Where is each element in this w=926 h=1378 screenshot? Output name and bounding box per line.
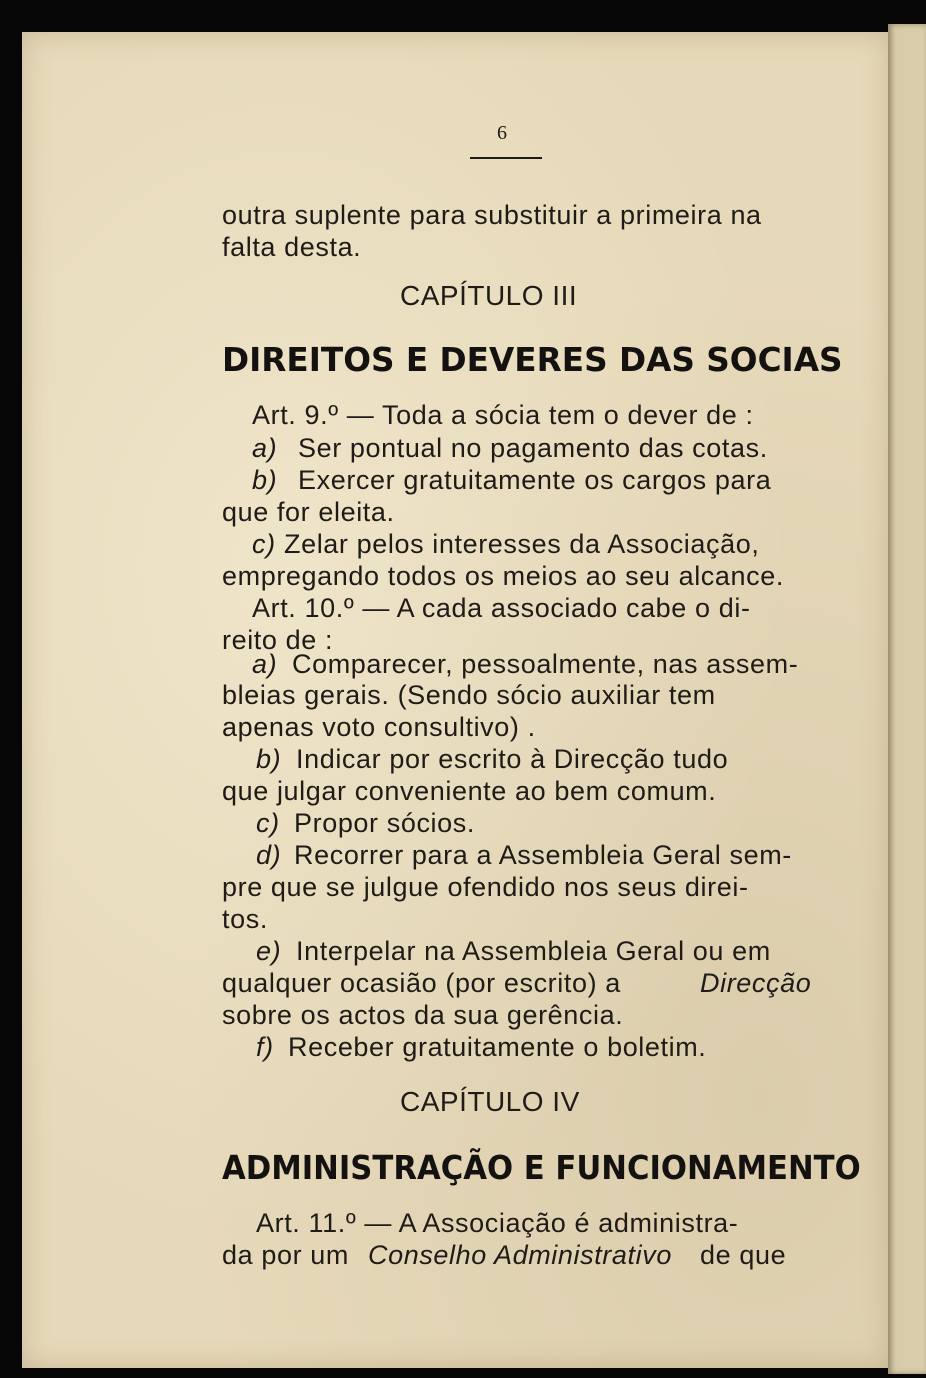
item-text: Propor sócios. (294, 808, 475, 838)
item-letter: c) (256, 808, 280, 838)
item-text: sobre os actos da sua gerência. (222, 1000, 624, 1030)
item-text: Comparecer, pessoalmente, nas assem- (292, 649, 799, 679)
item-text: Interpelar na Assembleia Geral ou em (296, 936, 771, 966)
item-letter: a) (252, 433, 278, 463)
item-text: tos. (222, 904, 268, 934)
article-line: Art. 11.º — A Associação é administra- (256, 1208, 739, 1238)
item-text: Zelar pelos interesses da Associação, (284, 529, 760, 559)
item-text: pre que se julgue ofendido nos seus direi- (222, 872, 749, 902)
chapter-title: ADMINISTRAÇÃO E FUNCIONAMENTO (222, 1148, 861, 1187)
adjacent-page-edge (888, 24, 926, 1374)
item-text: apenas voto consultivo) . (222, 712, 536, 742)
article-line: de que (700, 1240, 787, 1270)
chapter-label: CAPÍTULO IV (400, 1086, 580, 1117)
article-line: Art. 10.º — A cada associado cabe o di- (252, 593, 751, 623)
chapter-label: CAPÍTULO III (400, 280, 578, 311)
article-line: Art. 9.º — Toda a sócia tem o dever de : (252, 400, 754, 430)
text-line: falta desta. (222, 232, 362, 262)
item-text: Receber gratuitamente o boletim. (288, 1032, 707, 1062)
item-text: que julgar conveniente ao bem comum. (222, 776, 717, 806)
item-text: Recorrer para a Assembleia Geral sem- (294, 840, 792, 870)
item-text: Exercer gratuitamente os cargos para (298, 465, 772, 495)
page-number-rule (470, 157, 542, 159)
item-letter: d) (256, 840, 282, 870)
item-letter: a) (252, 649, 278, 679)
item-letter: f) (256, 1032, 274, 1062)
item-text: bleias gerais. (Sendo sócio auxiliar tem (222, 680, 716, 710)
item-text: Indicar por escrito à Direcção tudo (296, 744, 729, 774)
article-line: reito de : (222, 625, 334, 655)
page-number: 6 (497, 122, 507, 144)
item-text: que for eleita. (222, 497, 395, 527)
item-letter: b) (252, 465, 278, 495)
article-line: da por um (222, 1240, 349, 1270)
item-text: qualquer ocasião (por escrito) a (222, 968, 621, 998)
item-letter: c) (252, 529, 276, 559)
article-italic-phrase: Conselho Administrativo (368, 1240, 672, 1270)
item-text: empregando todos os meios ao seu alcance. (222, 561, 784, 591)
item-letter: e) (256, 936, 282, 966)
text-line: outra suplente para substituir a primeira na (222, 200, 762, 230)
item-italic-word: Direcção (700, 968, 812, 998)
item-letter: b) (256, 744, 282, 774)
item-text: Ser pontual no pagamento das cotas. (298, 433, 768, 463)
chapter-title: DIREITOS E DEVERES DAS SOCIAS (222, 340, 843, 379)
